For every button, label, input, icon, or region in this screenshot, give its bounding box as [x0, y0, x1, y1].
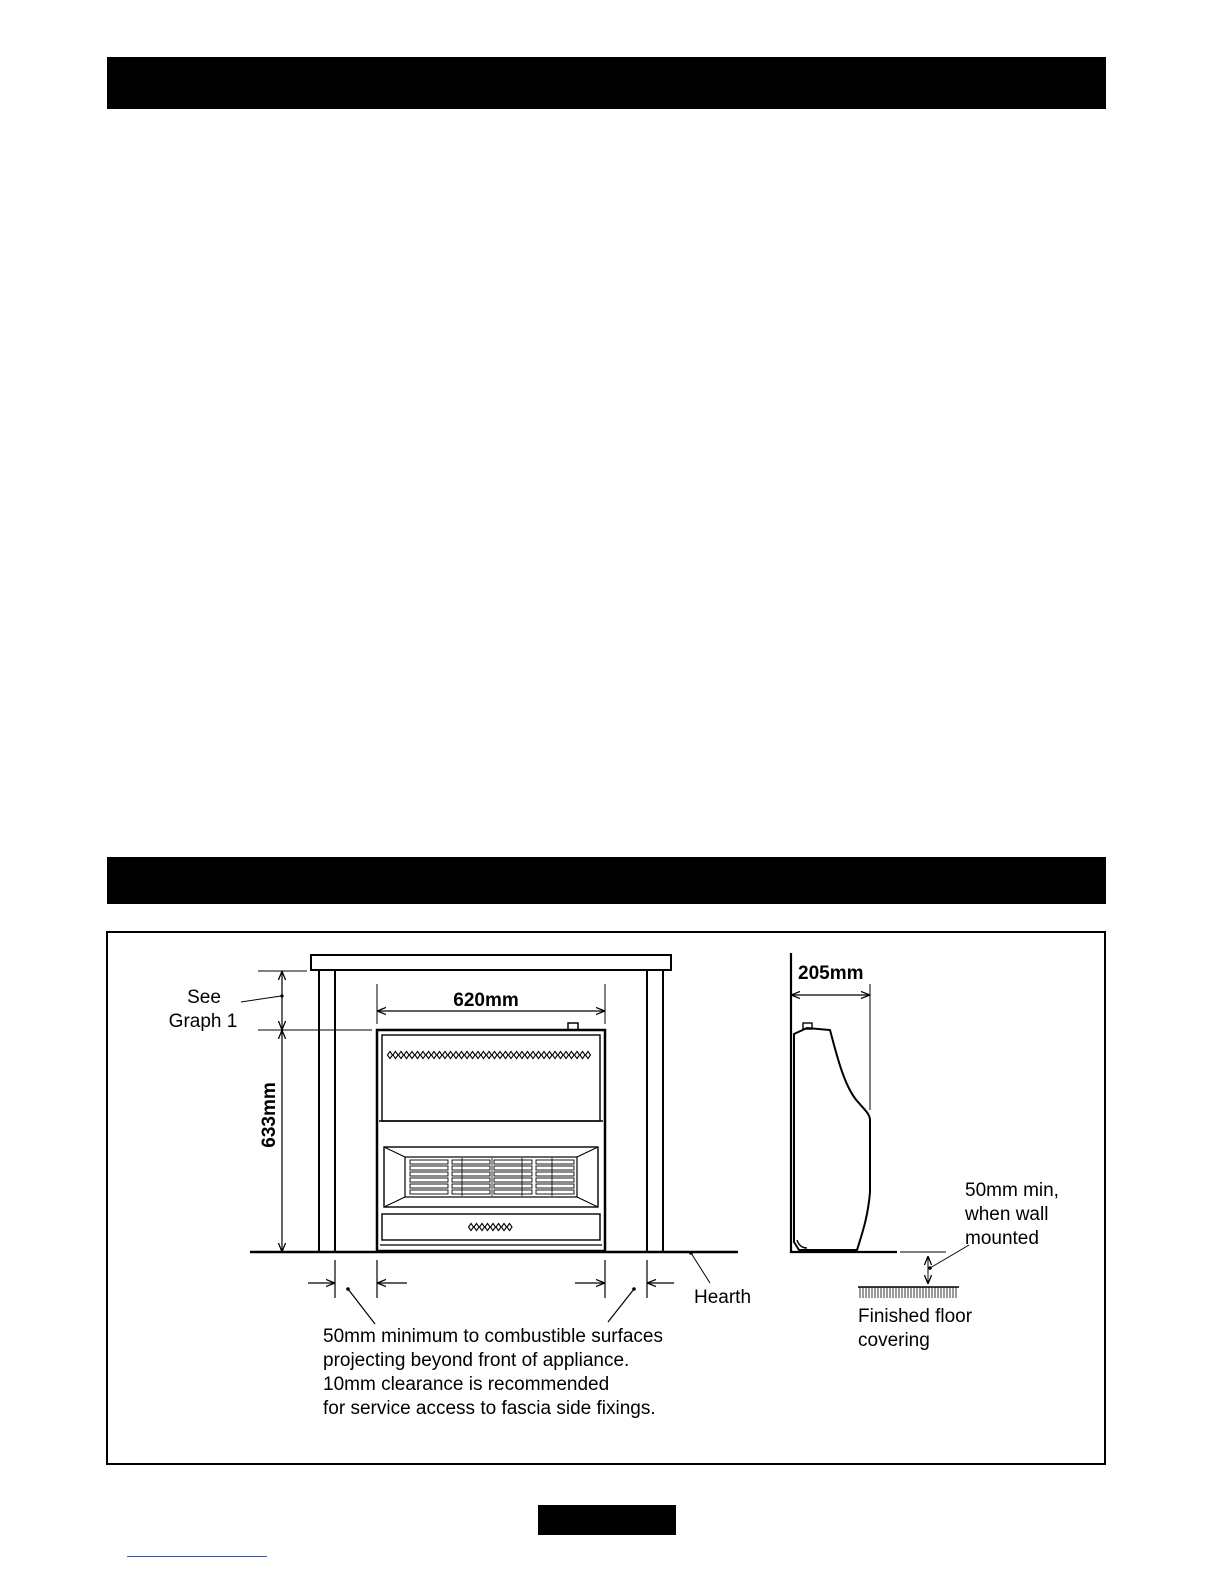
clearance-note-line-2: projecting beyond front of appliance.: [323, 1350, 630, 1371]
vent-diamond: [501, 1223, 506, 1230]
clearance-note-line-4: for service access to fascia side fixings.: [323, 1398, 656, 1419]
vent-diamond: [547, 1051, 552, 1058]
vent-diamond: [497, 1051, 502, 1058]
section-header-bar-figure: [107, 857, 1106, 904]
vent-diamond: [404, 1051, 409, 1058]
vent-diamond: [468, 1223, 473, 1230]
vent-strip-bottom: [468, 1223, 512, 1230]
radiant-bricks: [410, 1158, 574, 1196]
vent-diamond: [437, 1051, 442, 1058]
vent-diamond: [507, 1223, 512, 1230]
radiant-brick: [536, 1166, 574, 1170]
heater-front: [377, 1023, 605, 1251]
vent-diamond: [459, 1051, 464, 1058]
vent-diamond: [415, 1051, 420, 1058]
vent-diamond: [470, 1051, 475, 1058]
mantel-shelf: [311, 955, 671, 970]
vent-diamond: [541, 1051, 546, 1058]
vent-diamond: [426, 1051, 431, 1058]
vent-diamond: [496, 1223, 501, 1230]
floor-covering-hatch: [860, 1287, 956, 1298]
height-label: 633mm: [259, 1082, 280, 1148]
radiant-brick: [494, 1184, 532, 1188]
vent-diamond: [464, 1051, 469, 1058]
radiant-brick: [494, 1172, 532, 1176]
radiant-brick: [494, 1160, 532, 1164]
clearance-note-line-1: 50mm minimum to combustible surfaces: [323, 1326, 663, 1347]
radiant-brick: [536, 1172, 574, 1176]
radiant-brick: [410, 1184, 448, 1188]
vent-diamond: [536, 1051, 541, 1058]
radiant-brick: [410, 1178, 448, 1182]
vent-diamond: [485, 1223, 490, 1230]
width-label: 620mm: [453, 990, 519, 1011]
vent-diamond: [585, 1051, 590, 1058]
vent-diamond: [492, 1051, 497, 1058]
vent-diamond: [479, 1223, 484, 1230]
installation-diagram: [106, 931, 1106, 1465]
vent-diamond: [563, 1051, 568, 1058]
footer-link-underline[interactable]: [127, 1556, 267, 1557]
radiant-brick: [452, 1178, 490, 1182]
see-graph-label-2: Graph 1: [168, 1011, 238, 1032]
vent-diamond: [558, 1051, 563, 1058]
vent-diamond: [393, 1051, 398, 1058]
side-clearance-marks: [308, 1260, 674, 1324]
vent-diamond: [409, 1051, 414, 1058]
floor-label-line-2: covering: [858, 1330, 930, 1351]
radiant-brick: [452, 1184, 490, 1188]
depth-label: 205mm: [798, 963, 864, 984]
section-header-bar-top: [107, 57, 1106, 109]
vent-diamond: [448, 1051, 453, 1058]
radiant-brick: [494, 1166, 532, 1170]
radiant-brick: [452, 1172, 490, 1176]
vent-diamond: [519, 1051, 524, 1058]
vent-diamond: [453, 1051, 458, 1058]
radiant-brick: [452, 1160, 490, 1164]
radiant-brick: [494, 1178, 532, 1182]
radiant-brick: [410, 1160, 448, 1164]
radiant-brick: [452, 1190, 490, 1194]
radiant-brick: [536, 1178, 574, 1182]
radiant-brick: [452, 1166, 490, 1170]
floor-label-line-1: Finished floor: [858, 1306, 973, 1327]
vent-diamond: [574, 1051, 579, 1058]
vent-diamond: [569, 1051, 574, 1058]
hearth-label: Hearth: [694, 1287, 752, 1308]
vent-diamond: [514, 1051, 519, 1058]
surround-leg-right: [647, 970, 663, 1252]
vent-diamond: [580, 1051, 585, 1058]
wall-mount-note-line-2: when wall: [965, 1204, 1049, 1225]
vent-diamond: [474, 1223, 479, 1230]
vent-diamond: [490, 1223, 495, 1230]
surround-leg-left: [319, 970, 335, 1252]
see-graph-leader: [241, 996, 281, 1002]
vent-diamond: [530, 1051, 535, 1058]
vent-diamond: [552, 1051, 557, 1058]
vent-diamond: [481, 1051, 486, 1058]
heater-side-profile: [794, 1028, 870, 1250]
vent-diamond: [508, 1051, 513, 1058]
radiant-brick: [536, 1160, 574, 1164]
vent-diamond: [431, 1051, 436, 1058]
vent-diamond: [503, 1051, 508, 1058]
vent-diamond: [525, 1051, 530, 1058]
wall-mount-note-line-3: mounted: [965, 1228, 1039, 1249]
clearance-note-line-3: 10mm clearance is recommended: [323, 1374, 610, 1395]
radiant-brick: [494, 1190, 532, 1194]
vent-diamond: [486, 1051, 491, 1058]
radiant-brick: [536, 1184, 574, 1188]
vent-diamond: [387, 1051, 392, 1058]
installation-drawing: [108, 933, 1108, 1467]
vent-diamond: [442, 1051, 447, 1058]
see-graph-label-1: See: [187, 987, 221, 1008]
vent-diamond: [398, 1051, 403, 1058]
radiant-brick: [410, 1190, 448, 1194]
wall-mount-note-line-1: 50mm min,: [965, 1180, 1059, 1201]
vent-diamond: [475, 1051, 480, 1058]
radiant-brick: [410, 1172, 448, 1176]
radiant-brick: [536, 1190, 574, 1194]
vent-strip-top: [387, 1051, 590, 1058]
radiant-brick: [410, 1166, 448, 1170]
page-number-bar: [538, 1505, 676, 1535]
vent-diamond: [420, 1051, 425, 1058]
